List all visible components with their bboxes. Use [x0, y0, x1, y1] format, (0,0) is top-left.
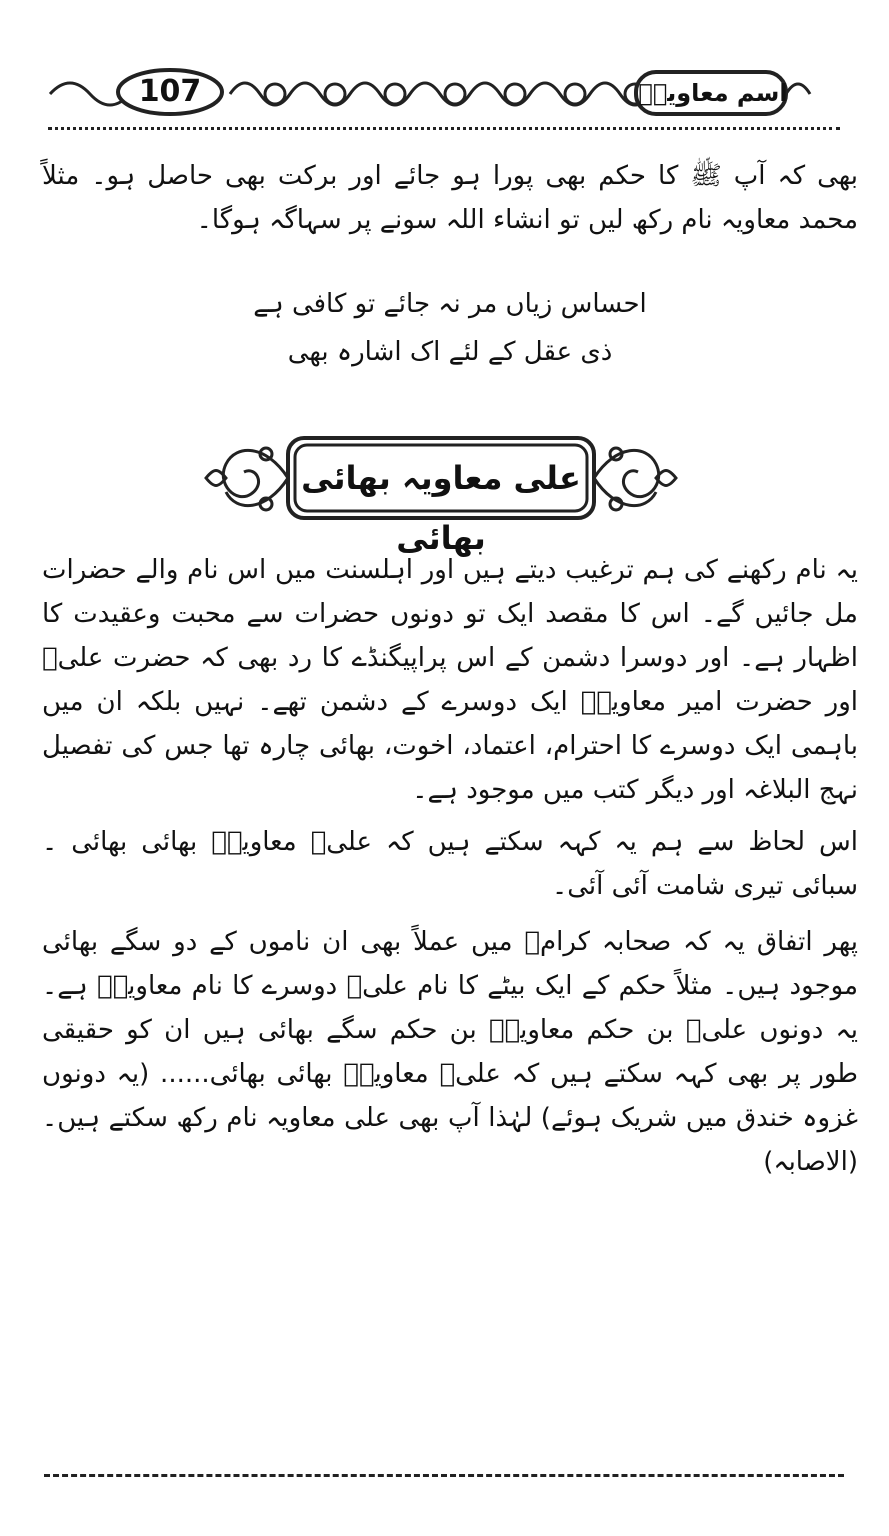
footer-divider	[44, 1474, 844, 1477]
header-divider	[48, 127, 840, 130]
section-heading: علی معاویہ بھائی بھائی	[301, 459, 581, 557]
section-heading-frame	[196, 424, 686, 557]
couplet-line-1: احساس زیاں مر نہ جائے تو کافی ہے	[253, 289, 647, 319]
couplet-line-2: ذی عقل کے لئے اک اشارہ بھی	[287, 337, 613, 367]
page-header	[40, 62, 840, 126]
intro-paragraph: بھی کہ آپ ﷺ کا حکم بھی پورا ہو جائے اور برکت بھی حاصل ہو۔ مثلاً محمد معاویہ نام رکھ لیں تو انشاء اللہ سونے پر سہاگہ ہوگا۔	[42, 161, 858, 235]
paragraph-1: یہ نام رکھنے کی ہم ترغیب دیتے ہیں اور اہلسنت میں اس نام والے حضرات مل جائیں گے۔ اس کا مقصد ایک تو دونوں حضرات سے محبت وعقیدت کا اظہار ہے۔ اور دوسرا دشمن کے اس پراپیگنڈے کا رد بھی کہ حضرت علیؓ اور حضرت امیر معاویہؓ ایک دوسرے کے دشمن تھے۔ نہیں بلکہ ان میں باہمی ایک دوسرے کا احترام، اعتماد، اخوت، بھائی چارہ تھا جس کی تفصیل نہج البلاغہ اور دیگر کتب میں موجود ہے۔	[42, 555, 858, 805]
page-number: 107	[138, 74, 202, 109]
book-title: اسم معاویہؓ	[638, 79, 788, 107]
paragraph-3: پھر اتفاق یہ کہ صحابہ کرامؓ میں عملاً بھی ان ناموں کے دو سگے بھائی موجود ہیں۔ مثلاً حکم کے ایک بیٹے کا نام علیؓ دوسرے کا نام معاویہؓ ہے۔ یہ دونوں علیؓ بن حکم معاویہؓ بن حکم سگے بھائی ہیں ان کو حقیقی طور پر بھی کہہ سکتے ہیں کہ علیؓ معاویہؓ بھائی بھائی...... (یہ دونوں غزوہ خندق میں شریک ہوئے) لہٰذا آپ بھی علی معاویہ نام رکھ سکتے ہیں۔ (الاصابہ)	[42, 927, 858, 1177]
paragraph-2: اس لحاظ سے ہم یہ کہہ سکتے ہیں کہ علیؓ معاویہؓ بھائی بھائی ۔ سبائی تیری شامت آئی آئی۔	[42, 827, 858, 901]
